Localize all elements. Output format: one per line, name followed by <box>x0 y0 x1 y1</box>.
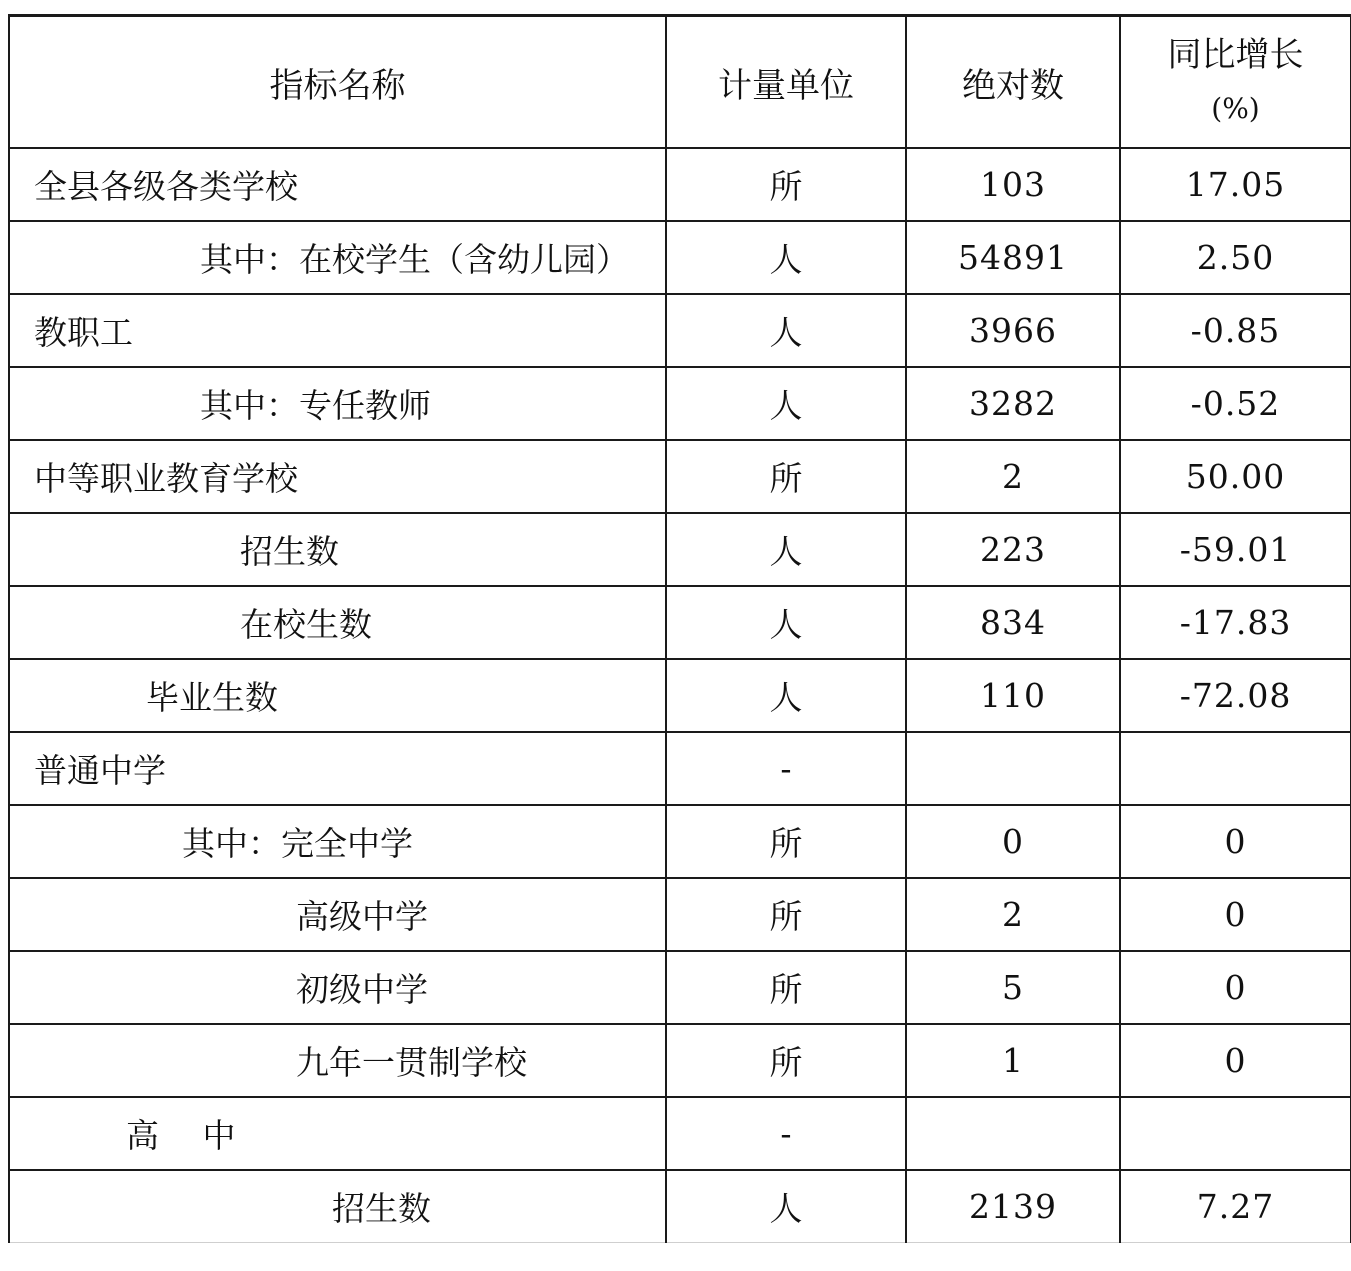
table-row <box>9 805 1351 878</box>
table-row <box>9 1170 1351 1243</box>
row-yoy: -0.85 <box>1120 294 1351 367</box>
row-absolute: 0 <box>906 805 1120 878</box>
row-name: 中等职业教育学校 <box>9 440 666 513</box>
table-row <box>9 1024 1351 1097</box>
table-row <box>9 440 1351 513</box>
row-absolute: 2 <box>906 878 1120 951</box>
row-name: 其中：在校学生（含幼儿园） <box>9 221 666 294</box>
row-unit: 所 <box>666 1024 906 1097</box>
row-unit: 所 <box>666 440 906 513</box>
row-name: 普通中学 <box>9 732 666 805</box>
header-absolute-value: 绝对数 <box>906 16 1120 149</box>
row-unit: 所 <box>666 951 906 1024</box>
header-yoy-unit: (%) <box>1211 92 1260 125</box>
row-name: 高 中 <box>9 1097 666 1170</box>
row-yoy: -17.83 <box>1120 586 1351 659</box>
row-absolute: 834 <box>906 586 1120 659</box>
education-statistics-table <box>8 14 1351 1243</box>
row-name: 九年一贯制学校 <box>9 1024 666 1097</box>
row-absolute: 54891 <box>906 221 1120 294</box>
row-absolute: 3966 <box>906 294 1120 367</box>
row-unit: 人 <box>666 586 906 659</box>
row-unit: 人 <box>666 659 906 732</box>
row-name: 在校生数 <box>9 586 666 659</box>
table-row <box>9 513 1351 586</box>
row-yoy: 50.00 <box>1120 440 1351 513</box>
row-absolute: 3282 <box>906 367 1120 440</box>
row-name: 教职工 <box>9 294 666 367</box>
row-unit: 所 <box>666 805 906 878</box>
row-yoy: 0 <box>1120 878 1351 951</box>
row-unit: - <box>666 1097 906 1170</box>
header-indicator-name: 指标名称 <box>9 16 666 149</box>
row-unit: 人 <box>666 513 906 586</box>
row-unit: 人 <box>666 367 906 440</box>
row-unit: 人 <box>666 221 906 294</box>
row-unit: - <box>666 732 906 805</box>
row-unit: 人 <box>666 1170 906 1243</box>
table-row <box>9 367 1351 440</box>
row-name: 毕业生数 <box>9 659 666 732</box>
table-row <box>9 148 1351 221</box>
row-name: 其中：完全中学 <box>9 805 666 878</box>
row-absolute: 2 <box>906 440 1120 513</box>
row-yoy: 2.50 <box>1120 221 1351 294</box>
row-yoy: 0 <box>1120 951 1351 1024</box>
header-unit: 计量单位 <box>666 16 906 149</box>
row-name: 招生数 <box>9 1170 666 1243</box>
row-absolute: 223 <box>906 513 1120 586</box>
table-row <box>9 659 1351 732</box>
row-absolute <box>906 732 1120 805</box>
header-yoy-label: 同比增长 <box>1167 35 1304 75</box>
row-yoy <box>1120 732 1351 805</box>
row-yoy: -72.08 <box>1120 659 1351 732</box>
header-yoy-growth <box>1120 16 1351 149</box>
row-absolute <box>906 1097 1120 1170</box>
row-yoy: 0 <box>1120 805 1351 878</box>
table-row <box>9 221 1351 294</box>
row-yoy: 0 <box>1120 1024 1351 1097</box>
table-row <box>9 1097 1351 1170</box>
table-row <box>9 878 1351 951</box>
row-name: 招生数 <box>9 513 666 586</box>
table-row <box>9 294 1351 367</box>
table-header-row <box>9 16 1351 149</box>
table-row <box>9 586 1351 659</box>
row-absolute: 110 <box>906 659 1120 732</box>
table-row <box>9 951 1351 1024</box>
row-yoy: -0.52 <box>1120 367 1351 440</box>
table-row <box>9 732 1351 805</box>
row-unit: 人 <box>666 294 906 367</box>
row-absolute: 1 <box>906 1024 1120 1097</box>
row-name: 其中：专任教师 <box>9 367 666 440</box>
row-absolute: 5 <box>906 951 1120 1024</box>
row-yoy: 7.27 <box>1120 1170 1351 1243</box>
row-absolute: 103 <box>906 148 1120 221</box>
row-name: 初级中学 <box>9 951 666 1024</box>
row-yoy: -59.01 <box>1120 513 1351 586</box>
row-unit: 所 <box>666 878 906 951</box>
row-name: 全县各级各类学校 <box>9 148 666 221</box>
row-name: 高级中学 <box>9 878 666 951</box>
row-absolute: 2139 <box>906 1170 1120 1243</box>
row-unit: 所 <box>666 148 906 221</box>
row-yoy: 17.05 <box>1120 148 1351 221</box>
row-yoy <box>1120 1097 1351 1170</box>
